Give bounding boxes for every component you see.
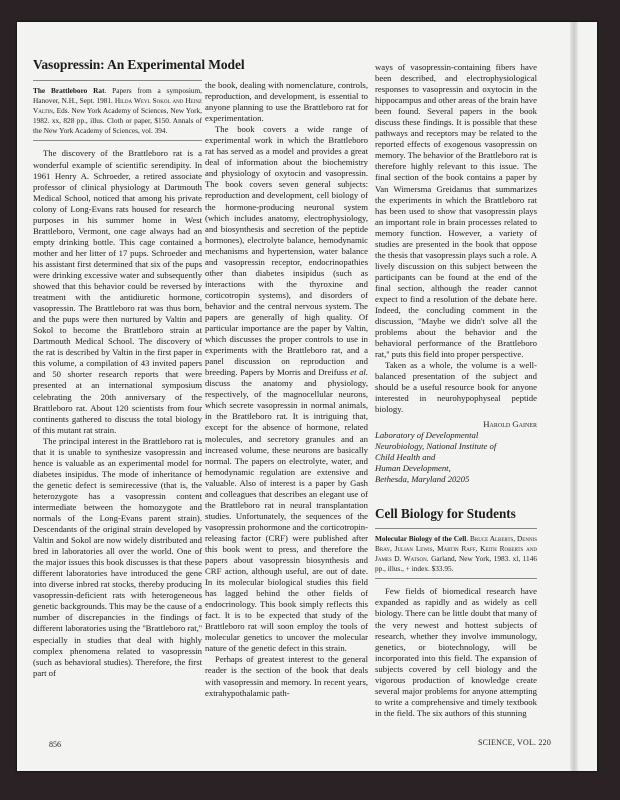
book-citation-brattleboro: The Brattleboro Rat. Papers from a symposium, Hanover, N.H., Sept. 1981. Hilda Weyl Sokol and Heinz Valtin, Eds. New York Academy of Sciences, New York, 1982. xx, 828 pp., illus. Cloth or paper, $150. Annals of the New York Academy of Sciences, vol. 394.	[33, 86, 202, 136]
paragraph-continued: ways of vasopressin-containing fibers have been described, and electrophysiological responses to vasopressin and oxytocin in the hippocampus and other areas of the brain have been found. Several papers in the book discuss these findings. It is possible that these pathways and receptors may be related to the reported effects of exogenous vasopressin on memory. The behavior of the Brattleboro rat is therefore highly relevant to this issue. The final section of the book contains a paper by Van Wimersma Greidanus that summarizes the experiments in which the Brattleboro rat has been used to show that vasopressin plays an important role in brain processes related to memory function. However, a variety of studies are presented in the book that oppose the thesis that vasopressin plays such a role. A lively discussion on this subject between the participants can be found at the end of the final section, although the reader cannot expect to find a resolution of the debate here. Indeed, the concluding comment in the discussion, ''Maybe we didn't solve all the problems about the behavior and the behavioral performance of the Brattleboro rat,'' puts this field into proper perspective.	[375, 62, 537, 360]
book-authors: Bruce Alberts, Dennis Bray, Julian Lewis, Martin Raff, Keith Roberts and James D. Watson	[375, 534, 537, 564]
running-foot: SCIENCE, VOL. 220	[478, 738, 552, 747]
page-gutter-shadow	[570, 22, 578, 771]
title-rule	[33, 80, 202, 81]
column-1	[33, 62, 202, 679]
column-3	[375, 62, 537, 719]
reviewer-affiliation: Laboratory of Developmental Neurobiology, National Institute of Child Health and Human Development, Bethesda, Maryland 20205	[375, 429, 497, 484]
paragraph-continued: the book, dealing with nomenclature, controls, reproduction, and development, is essential to anyone planning to use the Brattleboro rat for experimentation.	[205, 80, 368, 124]
review-title-vasopressin: Vasopressin: An Experimental Model	[33, 57, 245, 72]
title-rule	[375, 528, 537, 529]
page-number: 856	[49, 740, 61, 749]
book-title: Molecular Biology of the Cell	[375, 534, 467, 544]
book-title: The Brattleboro Rat	[33, 86, 105, 95]
reviewer-name: Harold Gainer	[483, 418, 537, 429]
book-editors: Hilda Weyl Sokol and Heinz Valtin	[33, 96, 202, 116]
citation-rule	[375, 578, 537, 579]
citation-rule	[33, 140, 202, 141]
paragraph: Taken as a whole, the volume is a well-balanced presentation of the subject and should be a useful resource book for anyone interested in neurohypophyseal peptide biology.	[375, 360, 537, 415]
review-title-cell-biology: Cell Biology for Students	[375, 506, 516, 522]
paragraph: The book covers a wide range of experimental work in which the Brattleboro rat has served as a model and provides a great deal of information about the biochemistry and physiology of oxytocin and vasopressin. The book covers seven general subjects: reproduction and development, cell biology of the hormone-producing neuronal system (which includes anatomy, electrophysiology, and biosynthesis and secretion of the peptide hormones), electrolyte balance, hemodynamic mechanisms and hypertension, water balance and vasopressin receptor, endocrinopathies other than diabetes insipidus (such as interactions with the thyroxine and corticotropin systems), and disorders of behavior and the central nervous system. The papers are generally of high quality. Of particular importance are the paper by Valtin, which discusses the proper controls to use in experiments with the Brattleboro rat, and a panel discussion on reproduction and breeding. Papers by Morris and Dreifuss et al. discuss the anatomy and physiology, respectively, of the magnocellular neurons, which secrete vasopressin in normal animals, in the Brattleboro rat. It is intriguing that, except for the absence of hormone, related molecules, and secretory granules and an increased volume, these neurons are basically normal. The papers on electrolyte, water, and hemodynamic regulation are extensive and valuable. Also of interest is a paper by Gash and colleagues that describes an elegant use of the Brattleboro rat in neural transplantation studies. Unfortunately, the sequences of the vasopressin prohormone and the corticotropin-releasing factor (CRF) were published after this book went to press, and therefore the papers about vasopressin biosynthesis and CRF action, although useful, are out of date. In its molecular biological studies this field has lagged behind the other fields of endocrinology. This book simply reflects this fact. It is to be expected that study of the Brattleboro rat will soon employ the tools of molecular genetics to uncover the molecular nature of the genetic defect in this strain.	[205, 124, 369, 654]
paragraph: The principal interest in the Brattleboro rat is that it is unable to synthesize vasopressin and hence is valuable as an experimental model for diabetes insipidus. The mode of inheritance of the genetic defect is semirecessive (that is, the heterozygote has a vasopressin content intermediate between the homozygote and normals of the Long-Evans parent strain). Descendants of the original strain developed by Valtin and Sokol are now widely distributed and bred in laboratories all over the world. One of the major issues this book discusses is that these different laboratories have introduced the gene into diverse inbred rat stocks, thereby producing vasopressin-deficient rats with heterogeneous genetic backgrounds. This may be the cause of a number of discrepancies in the findings of different laboratories using the ''Brattleboro rat,'' especially in studies that deal with highly complex phenomena related to vasopressin (such as behavioral studies). Therefore, the first part of	[33, 435, 202, 678]
book-citation-molecular-biology: Molecular Biology of the Cell. Bruce Alberts, Dennis Bray, Julian Lewis, Martin Raff, Keith Roberts and James D. Watson. Garland, New York, 1983. xl, 1146 pp., illus., + index. $33.95.	[375, 534, 538, 574]
paragraph: Perhaps of greatest interest to the general reader is the section of the book that deals with vasopressin and memory. In recent years, extrahypothalamic path-	[205, 654, 368, 698]
paragraph: Few fields of biomedical research have expanded as rapidly and as widely as cell biology. There can be little doubt that many of the very newest and hottest subjects of research, whether they involve immunology, genetics, or biotechnology, will be incorporated into this field. The expansion of subjects covered by cell biology and the vigorous production of knowledge create several major problems for anyone attempting to write a comprehensive and timely textbook in the field. The six authors of this stunning	[375, 586, 537, 718]
paragraph: The discovery of the Brattleboro rat is a wonderful example of scientific serendipity. In 1961 Henry A. Schroeder, a retired associate professor of clinical physiology at Dartmouth Medical School, noticed that among his private colony of Long-Evans rats housed for research purposes in his summer home in West Brattleboro, Vermont, one cage always had an empty drinking bottle. This cage contained a mother and her litter of 17 pups. Schroeder and his assistant first determined that six of the pups were drinking excessive water and subsequently showed that this behavior could be reversed by treatment with the antidiuretic hormone, vasopressin. The Brattleboro rat was thus born, and the pups were then nurtured by Valtin and Sokol to become the Brattleboro strain at Dartmouth Medical School. The discovery of the rat is described by Valtin in the first paper in this volume, a compilation of 43 invited papers and 50 shorter research reports that were presented at an international symposium celebrating the 20th anniversary of the Brattleboro rat. About 120 scientists from four continents gathered to discuss the total biology of this mutant rat strain.	[33, 148, 202, 435]
column-2	[205, 80, 368, 699]
